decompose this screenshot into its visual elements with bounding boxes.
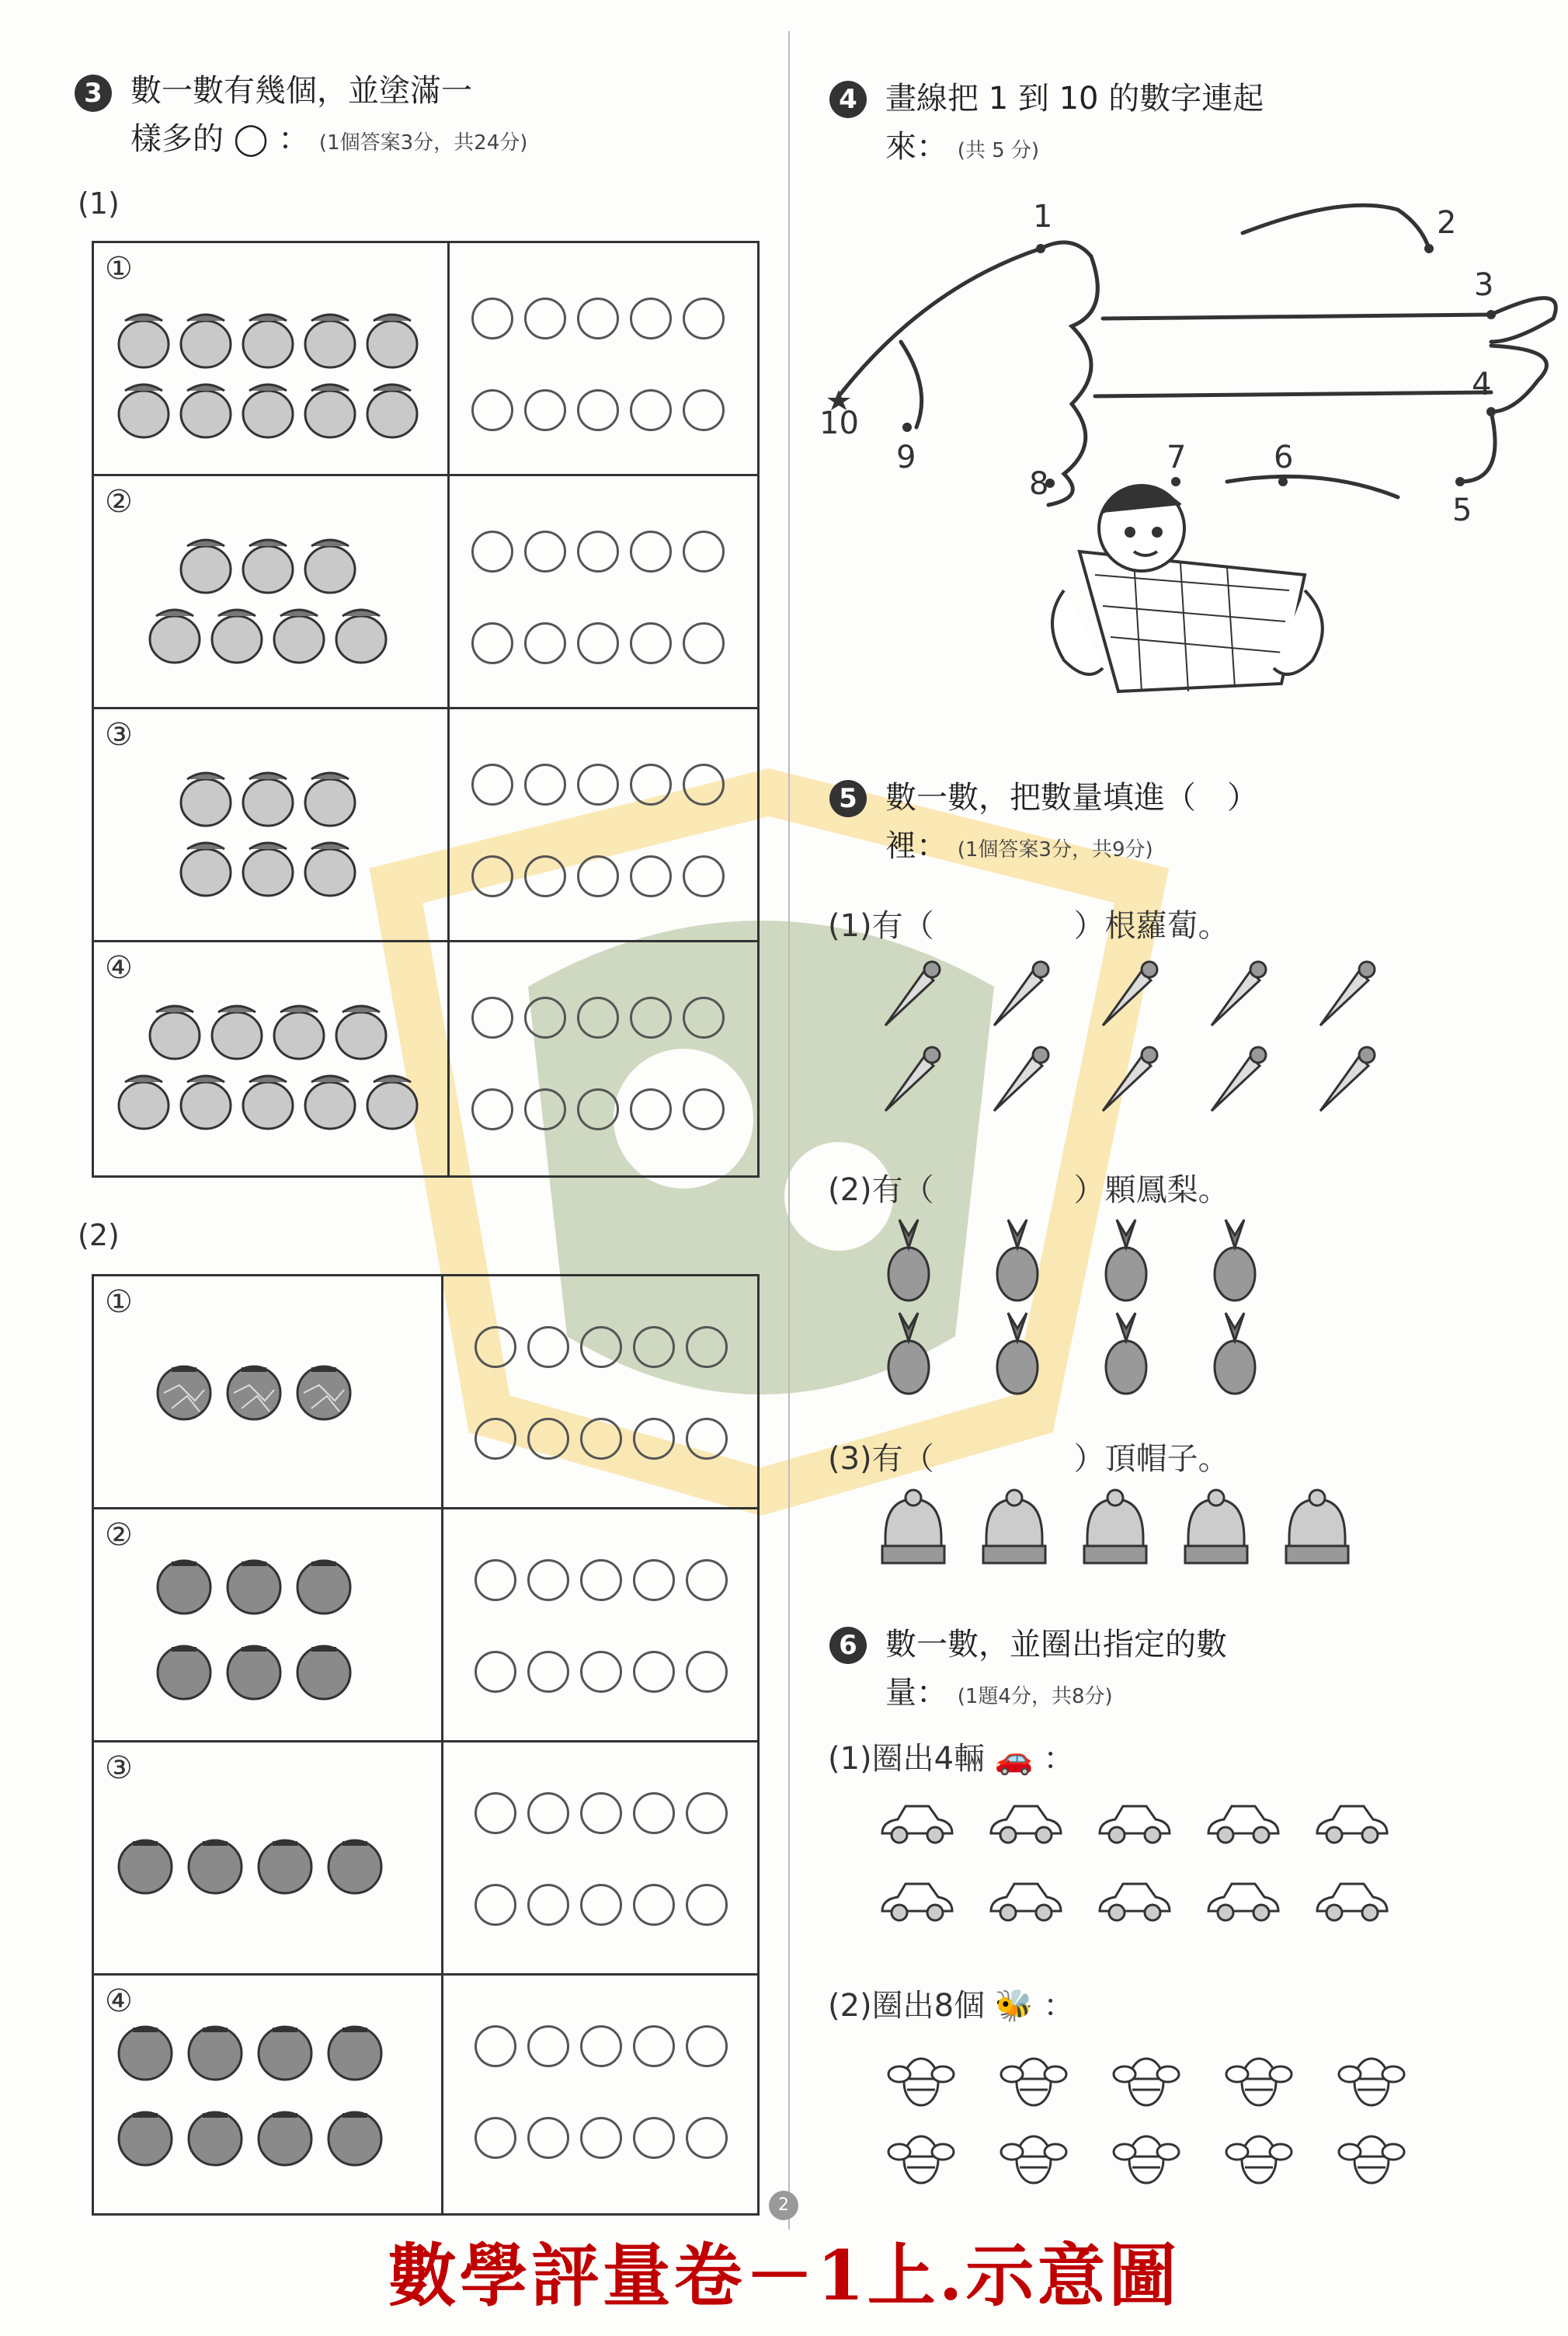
q3-p2-cell-1-answer[interactable] bbox=[443, 1276, 757, 1509]
question-3-title-line2: 樣多的 ◯ ： bbox=[130, 121, 310, 157]
q3-part2-grid bbox=[92, 1274, 760, 2216]
question-3-number: 3 bbox=[75, 75, 112, 112]
question-4-title-line2: 來： bbox=[885, 129, 947, 165]
question-4-title bbox=[885, 75, 1538, 175]
q6-item-2-colon: ： bbox=[1043, 1988, 1075, 2024]
cell-number: ② bbox=[105, 1517, 133, 1553]
melon-group bbox=[94, 1781, 436, 1983]
question-3-score: (1個答案3分，共24分) bbox=[318, 131, 528, 155]
question-5-title bbox=[885, 774, 1538, 874]
question-6-score: (1題4分，共8分) bbox=[957, 1685, 1113, 1708]
melon-group bbox=[94, 1315, 436, 1517]
page-number: 2 bbox=[769, 2191, 798, 2220]
plum-group bbox=[102, 989, 443, 1191]
dot-label-3: 3 bbox=[1474, 267, 1494, 303]
q5-item-2-tail: ）顆鳳梨。 bbox=[1073, 1172, 1229, 1208]
bee-icon: 🐝 bbox=[994, 1988, 1034, 2024]
q6-item-1-colon: ： bbox=[1043, 1741, 1075, 1777]
connect-dots-balloon[interactable] bbox=[808, 186, 1507, 746]
dot-label-8: 8 bbox=[1029, 466, 1049, 502]
q5-item-1-tail: ）根蘿蔔。 bbox=[1073, 908, 1229, 944]
peach-group bbox=[102, 756, 443, 958]
q3-p2-cell-4-picture bbox=[94, 1976, 443, 2213]
answer-circles[interactable] bbox=[471, 997, 751, 1130]
melon-group bbox=[94, 2014, 436, 2216]
q6-item-1 bbox=[828, 1734, 1074, 1778]
question-5-title-line2: 裡： bbox=[885, 828, 947, 864]
cell-number: ② bbox=[105, 484, 133, 520]
question-6-title bbox=[885, 1621, 1538, 1721]
pineapple-group bbox=[870, 1212, 1336, 1398]
q5-item-3-label: (3)有（ bbox=[828, 1441, 934, 1477]
car-group[interactable] bbox=[874, 1795, 1465, 1934]
question-3-title bbox=[130, 67, 752, 167]
answer-circles[interactable] bbox=[471, 531, 751, 664]
question-4-title-line1: 畫線把 1 到 10 的數字連起 bbox=[885, 81, 1264, 117]
question-4-number: 4 bbox=[829, 81, 867, 118]
question-6-title-line1: 數一數，並圈出指定的數 bbox=[885, 1627, 1227, 1662]
dot-label-7: 7 bbox=[1166, 440, 1187, 475]
answer-circles[interactable] bbox=[475, 1792, 754, 1926]
q3-p2-cell-4-answer[interactable] bbox=[443, 1976, 757, 2213]
cell-number: ① bbox=[105, 251, 133, 287]
q3-p2-cell-2-answer[interactable] bbox=[443, 1509, 757, 1742]
q3-part1-grid bbox=[92, 241, 760, 1178]
q3-p1-cell-3-picture bbox=[94, 709, 450, 942]
carrot-group bbox=[870, 948, 1413, 1119]
dot-label-10: 10 bbox=[819, 406, 859, 441]
q3-p1-cell-4-answer[interactable] bbox=[450, 942, 757, 1175]
question-3-title-line1: 數一數有幾個，並塗滿一 bbox=[130, 73, 472, 109]
q3-p1-cell-2-answer[interactable] bbox=[450, 476, 757, 709]
q3-p1-cell-4-picture bbox=[94, 942, 450, 1175]
q3-part1-label: (1) bbox=[78, 186, 120, 221]
answer-circles[interactable] bbox=[471, 764, 751, 897]
q3-p2-cell-3-answer[interactable] bbox=[443, 1742, 757, 1976]
peach-group bbox=[102, 298, 443, 500]
plum-group bbox=[102, 523, 443, 725]
dot-label-1: 1 bbox=[1033, 199, 1053, 235]
dot-label-2: 2 bbox=[1437, 205, 1457, 241]
q5-item-3-tail: ）頂帽子。 bbox=[1073, 1441, 1229, 1477]
boy-in-basket-icon bbox=[1052, 486, 1323, 691]
q3-p1-cell-3-answer[interactable] bbox=[450, 709, 757, 942]
question-5-title-line1: 數一數，把數量填進（ ） bbox=[885, 780, 1258, 816]
car-icon: 🚗 bbox=[994, 1741, 1034, 1777]
q5-item-2 bbox=[828, 1165, 1229, 1210]
q6-item-2 bbox=[828, 1981, 1074, 2025]
q3-part2-label: (2) bbox=[78, 1218, 120, 1252]
cell-number: ④ bbox=[105, 1983, 133, 2019]
answer-circles[interactable] bbox=[471, 298, 751, 431]
question-6-title-line2: 量： bbox=[885, 1675, 947, 1711]
column-divider bbox=[788, 31, 790, 2230]
question-5-number: 5 bbox=[829, 780, 867, 817]
dot-label-9: 9 bbox=[896, 440, 916, 475]
q3-p1-cell-1-picture bbox=[94, 243, 450, 476]
question-5-score: (1個答案3分，共9分) bbox=[957, 838, 1153, 862]
dot-label-4: 4 bbox=[1472, 367, 1492, 402]
cell-number: ① bbox=[105, 1284, 133, 1320]
q5-item-1-label: (1)有（ bbox=[828, 908, 934, 944]
q3-p2-cell-3-picture bbox=[94, 1742, 443, 1976]
q3-p1-cell-1-answer[interactable] bbox=[450, 243, 757, 476]
question-6-number: 6 bbox=[829, 1627, 867, 1664]
q5-item-2-label: (2)有（ bbox=[828, 1172, 934, 1208]
q3-p1-cell-2-picture bbox=[94, 476, 450, 709]
answer-circles[interactable] bbox=[475, 1559, 754, 1693]
q3-p2-cell-1-picture bbox=[94, 1276, 443, 1509]
answer-circles[interactable] bbox=[475, 1326, 754, 1460]
dot-label-5: 5 bbox=[1452, 493, 1472, 528]
q3-p2-cell-2-picture bbox=[94, 1509, 443, 1742]
melon-group bbox=[94, 1548, 436, 1750]
cell-number: ③ bbox=[105, 1750, 133, 1786]
answer-circles[interactable] bbox=[475, 2025, 754, 2159]
bee-group[interactable] bbox=[874, 2043, 1465, 2198]
q5-item-3 bbox=[828, 1434, 1229, 1478]
hat-group bbox=[870, 1484, 1398, 1577]
q5-item-1 bbox=[828, 901, 1229, 945]
footer-title: 數學評量卷－1上.示意圖 bbox=[388, 2235, 1180, 2316]
question-4-score: (共 5 分) bbox=[957, 139, 1040, 162]
q6-item-1-label: (1)圈出4輛 bbox=[828, 1741, 986, 1777]
cell-number: ③ bbox=[105, 717, 133, 753]
q6-item-2-label: (2)圈出8個 bbox=[828, 1988, 986, 2024]
cell-number: ④ bbox=[105, 950, 133, 986]
dot-label-6: 6 bbox=[1274, 440, 1294, 475]
